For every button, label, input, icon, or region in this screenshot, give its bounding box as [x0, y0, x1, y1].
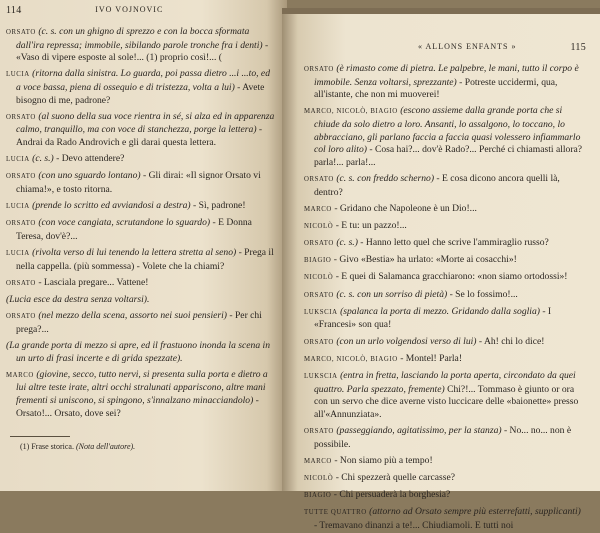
script-entry: [304, 370, 586, 421]
speaker-name: ORSATO: [6, 29, 36, 36]
dialogue-text: - Cosa hai?... dov'è Rado?... Perché ci chiamasti allora? parla!... parla!...: [314, 144, 583, 168]
stage-direction: (nel mezzo della scena, assorto nei suoi pensieri): [38, 310, 227, 322]
stage-direction: (c. s. con freddo scherno): [336, 172, 435, 184]
script-entry: [304, 455, 586, 469]
footnote: [6, 442, 277, 451]
dialogue-text: - Sì, padrone!: [190, 200, 246, 212]
left-running-title: IVO VOJNOVIC: [95, 5, 164, 14]
script-entry: [304, 489, 586, 503]
speaker-name: LUKSCIA: [304, 373, 338, 380]
stage-direction: (c. s.): [336, 237, 358, 249]
speaker-name: LUCIA: [6, 203, 30, 211]
dialogue-text: - «Vaso di vipere esposte al sole!... (1) proprio così!... (: [16, 39, 269, 64]
speaker-name: ORSATO: [6, 220, 36, 228]
stage-direction: (con un urlo volgendosi verso di lui): [336, 335, 477, 347]
dialogue-text: - Devo attendere?: [53, 153, 125, 165]
stage-direction: (spalanca la porta di mezzo. Gridando dalla soglia): [340, 305, 540, 317]
footnote-rule: [10, 436, 70, 437]
script-entry: [6, 369, 277, 420]
left-page-number: 114: [6, 5, 22, 16]
speaker-name: MARCO: [304, 457, 332, 465]
speaker-name: LUKSCIA: [304, 308, 338, 316]
stage-direction: (La grande porta di mezzo si apre, ed il frastuono inonda la scena in un urto di frasi incerte e di grida spezzate).: [6, 340, 271, 364]
right-running-head: [304, 42, 586, 53]
script-entry: [304, 237, 586, 251]
dialogue-text: Chi?!... Tommaso è giunto or ora con un servo che dice averne visto luccicare delle «baionette» presso all'«Annunziata».: [314, 383, 579, 420]
script-entry: [304, 105, 586, 169]
dialogue-text: - No... no... non è possibile.: [314, 424, 572, 450]
script-entry: [304, 203, 586, 217]
script-entry: [6, 68, 277, 107]
speaker-name: NICOLÒ: [304, 274, 334, 282]
speaker-name: ORSATO: [304, 66, 334, 73]
script-entry: [304, 336, 586, 350]
script-entry: [6, 310, 277, 336]
stage-direction: (giovine, secco, tutto nervi, si presenta sulla porta e dietro a lui altre teste irate, altri occhi stralunati appariscono, altre mani frementi si uniscono, si spingono, s'innalzano minacciandolo): [16, 368, 268, 406]
stage-direction: (rivolta verso di lui tenendo la lettera stretta al seno): [32, 247, 237, 259]
speaker-name: MARCO: [6, 371, 34, 379]
script-entry: [6, 200, 277, 214]
stage-direction: (attorno ad Orsato sempre più esterrefatti, supplicanti): [369, 506, 581, 518]
right-running-title: « ALLONS ENFANTS »: [417, 42, 517, 51]
dialogue-text: - Prega il nella cappella. (più sommessa) - Volete che la chiami?: [16, 247, 274, 272]
script-entry: [304, 425, 586, 451]
footnote-note: (Nota dell'autore).: [75, 442, 136, 452]
dialogue-text: - Gli dirai: «Il signor Orsato vi chiama!», e tosto ritorna.: [16, 170, 261, 195]
script-entry: [6, 26, 277, 65]
speaker-name: ORSATO: [6, 113, 36, 121]
speaker-name: LUCIA: [6, 156, 30, 164]
script-entry: [304, 506, 586, 532]
script-entry: [304, 353, 586, 367]
left-page: [0, 0, 287, 491]
speaker-name: LUCIA: [6, 71, 30, 79]
stage-direction: (Lucia esce da destra senza voltarsi).: [6, 294, 150, 306]
stage-direction: (c. s. con un ghigno di sprezzo e con la bocca sformata dall'ira repressa; immobile, sibilando parole tronche fra i denti): [16, 26, 263, 51]
speaker-name: MARCO, NICOLÒ, BIAGIO: [304, 108, 398, 116]
right-page: [282, 8, 600, 531]
script-entry: [304, 289, 586, 303]
dialogue-text: - E Donna Teresa, dov'è?...: [16, 217, 252, 242]
dialogue-text: - Potreste uccidermi, qua, all'istante, che non mi muoverei!: [314, 76, 558, 101]
dialogue-text: - Orsato!... Orsato, dove sei?: [16, 394, 259, 419]
dialogue-text: - Givo «Bestia» ha urlato: «Morte ai cosacchi»!: [333, 254, 517, 266]
speaker-name: ORSATO: [304, 427, 334, 435]
dialogue-text: - E tu: un pazzo!...: [335, 219, 407, 231]
speaker-name: NICOLÒ: [304, 222, 334, 230]
footnote-text: Frase storica.: [31, 442, 74, 452]
script-entry: [6, 247, 277, 273]
dialogue-text: - I «Francesi» son qua!: [314, 305, 552, 331]
stage-direction: (è rimasto come di pietra. Le palpebre, le mani, tutto il corpo è immobile. Senza voltarsi, sprezzante): [314, 63, 579, 88]
stage-direction: (prende lo scritto ed avviandosi a destra): [32, 200, 191, 212]
script-entry: [6, 153, 277, 167]
dialogue-text: - Andrai da Rado Androvich e gli darai questa lettera.: [16, 124, 263, 148]
speaker-name: LUCIA: [6, 250, 30, 258]
stage-direction: (passeggiando, agitatissimo, per la stanza): [336, 424, 502, 436]
dialogue-text: - Montel! Parla!: [400, 352, 463, 364]
script-entry: [6, 217, 277, 243]
speaker-name: BIAGIO: [304, 257, 332, 265]
speaker-name: TUTTE QUATTRO: [304, 509, 367, 517]
dialogue-text: - E quei di Salamanca gracchiarono: «non siamo ortodossi»!: [335, 271, 568, 283]
stage-direction: (con voce cangiata, scrutandone lo sguardo): [38, 217, 211, 229]
script-entry: [6, 340, 277, 365]
dialogue-text: - E cosa dicono ancora quelli là, dentro?: [314, 172, 560, 198]
left-running-head: [6, 5, 277, 16]
script-entry: [6, 111, 277, 150]
dialogue-text: - Chi spezzerà quelle carcasse?: [335, 471, 456, 483]
stage-direction: (c. s.): [32, 153, 54, 165]
script-entry: [304, 220, 586, 234]
speaker-name: BIAGIO: [304, 492, 332, 500]
right-page-number: 115: [570, 42, 586, 53]
script-entry: [304, 472, 586, 486]
stage-direction: (escono assieme dalla grande porta che si chiude da solo dietro a loro. Ansanti, lo assalgono, lo toccano, lo abbracciano, gli parlano faccia a faccia quasi volessero infiammarlo col loro alito): [314, 105, 581, 156]
footnote-marker: (1): [20, 442, 30, 452]
speaker-name: MARCO: [304, 205, 332, 213]
dialogue-text: - Per chi prega?...: [16, 310, 262, 335]
script-entry: [304, 63, 586, 102]
speaker-name: ORSATO: [6, 173, 36, 181]
dialogue-text: - Non siamo più a tempo!: [334, 454, 433, 466]
left-entries: [6, 26, 277, 420]
dialogue-text: - Tremavano dinanzi a te!... Chiudiamoli. E tutti noi: [314, 519, 514, 531]
script-entry: [304, 306, 586, 332]
speaker-name: ORSATO: [6, 313, 36, 321]
speaker-name: ORSATO: [304, 338, 334, 346]
speaker-name: ORSATO: [304, 175, 334, 183]
right-entries: [304, 63, 586, 533]
dialogue-text: - Hanno letto quel che scrive l'ammiraglio russo?: [357, 237, 549, 249]
speaker-name: MARCO, NICOLÒ, BIAGIO: [304, 355, 398, 363]
speaker-name: ORSATO: [304, 240, 334, 248]
dialogue-text: - Chi persuaderà la borghesia?: [333, 489, 451, 501]
stage-direction: (ritorna dalla sinistra. Lo guarda, poi passa dietro ...i ...to, ed a voce bassa, piena di ossequio e di tristezza, volta a lui): [16, 68, 270, 93]
dialogue-text: - Gridano che Napoleone è un Dio!...: [334, 202, 477, 214]
speaker-name: ORSATO: [6, 279, 36, 287]
stage-direction: (c. s. con un sorriso di pietà): [336, 288, 448, 300]
script-entry: [304, 173, 586, 199]
stage-direction: (al suono della sua voce rientra in sé, si alza ed in apparenza calmo, tranquillo, ma con voce di stanchezza, porge la lettera): [16, 110, 275, 136]
stage-direction: (con uno sguardo lontano): [38, 170, 141, 182]
speaker-name: NICOLÒ: [304, 474, 334, 482]
script-entry: [6, 170, 277, 196]
script-entry: [6, 294, 277, 307]
stage-direction: (entra in fretta, lasciando la porta aperta, circondato da quei quattro. Parla spezzato, fremente): [314, 370, 576, 395]
script-entry: [304, 254, 586, 268]
script-entry: [304, 271, 586, 285]
speaker-name: ORSATO: [304, 291, 334, 299]
dialogue-text: - Lasciala pregare... Vattene!: [38, 276, 149, 288]
dialogue-text: - Avete bisogno di me, padrone?: [16, 81, 265, 106]
dialogue-text: - Se lo fossimo!...: [447, 288, 518, 300]
script-entry: [6, 277, 277, 291]
dialogue-text: - Ah! chi lo dice!: [476, 335, 545, 347]
